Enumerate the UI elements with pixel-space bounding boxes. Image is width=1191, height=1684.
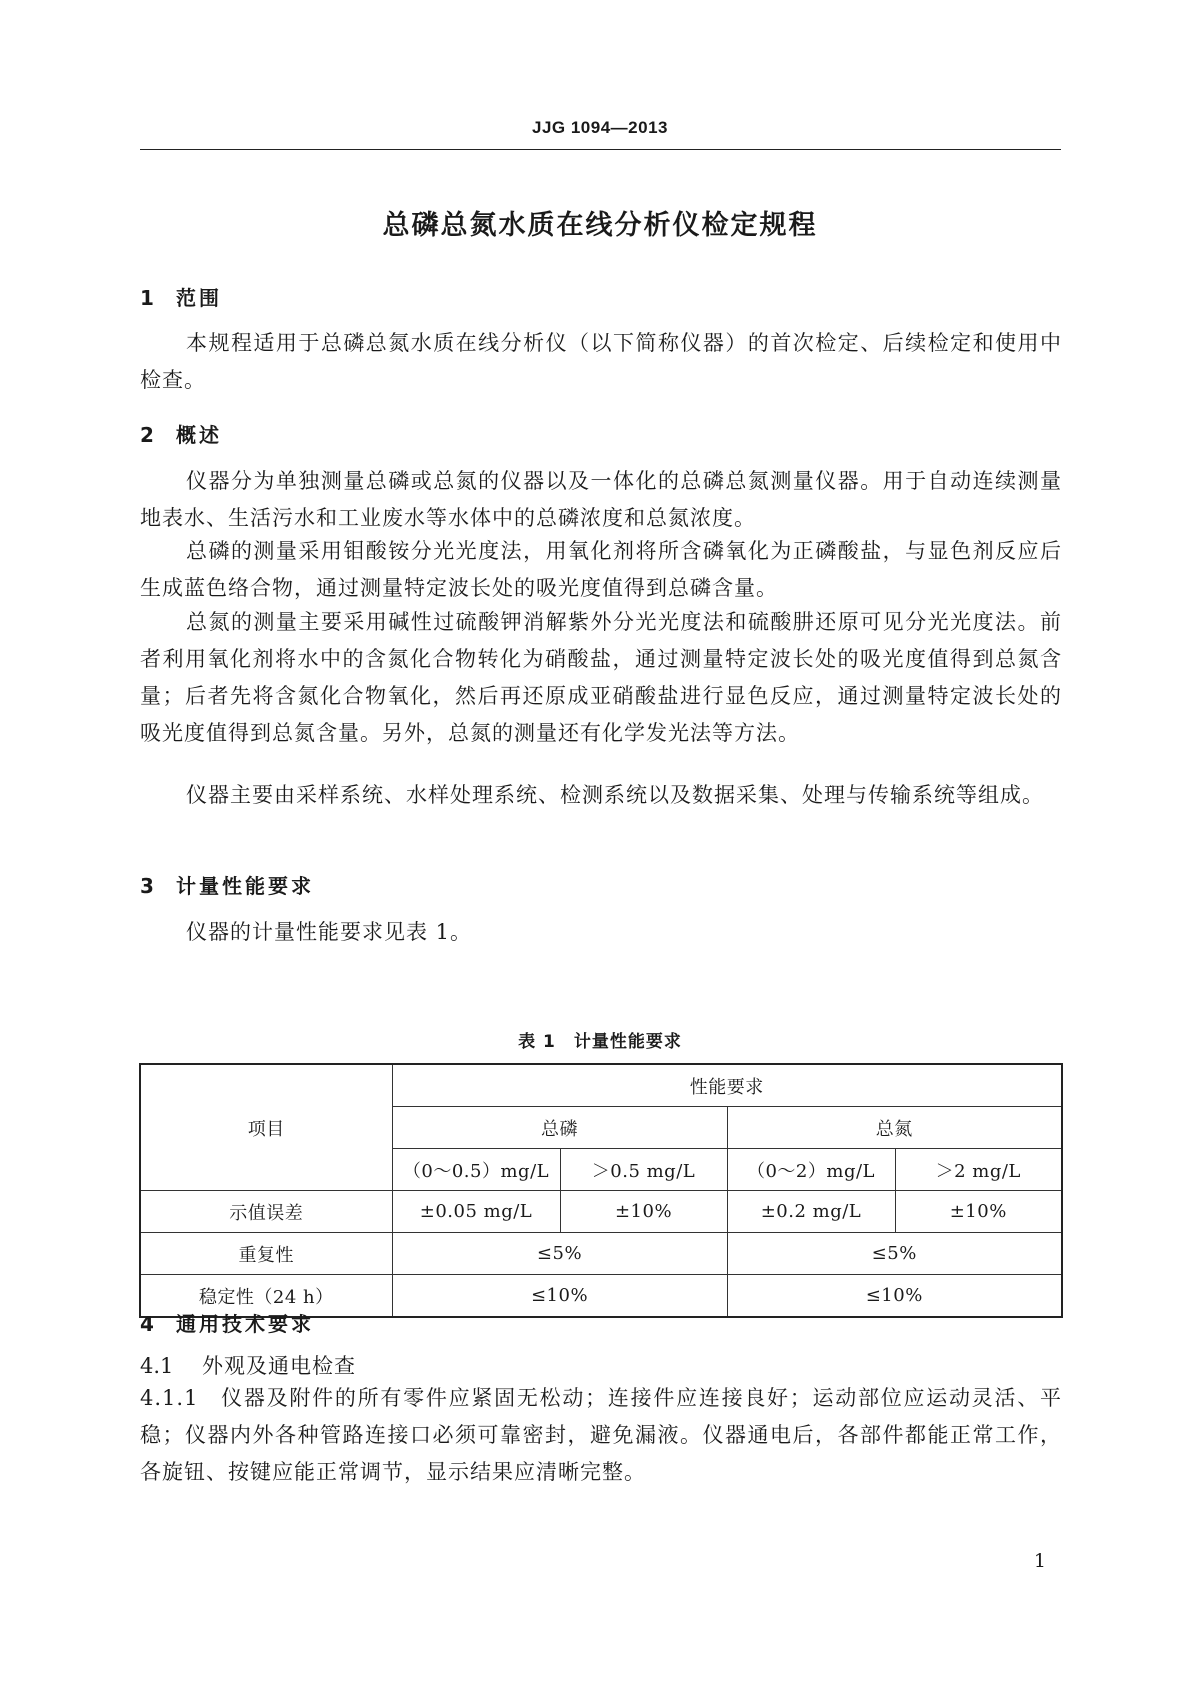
table-header-row xyxy=(140,1064,1062,1107)
clause-number: 4.1.1 xyxy=(140,1386,199,1410)
header-rule xyxy=(140,149,1061,150)
section-number: 3 xyxy=(140,874,157,898)
section-title: 范围 xyxy=(176,286,222,310)
section-2-paragraph-2: 总磷的测量采用钼酸铵分光光度法，用氧化剂将所含磷氧化为正磷酸盐，与显色剂反应后生成蓝色络合物，通过测量特定波长处的吸光度值得到总磷含量。 xyxy=(140,539,1062,600)
table-cell: ≤5% xyxy=(727,1233,1062,1275)
row-label-cell: 重复性 xyxy=(140,1233,392,1275)
total-phosphorus-header: 总磷 xyxy=(392,1107,727,1149)
range-header-cell: （0～0.5）mg/L xyxy=(392,1149,560,1191)
table-cell: ±10% xyxy=(895,1191,1062,1233)
table-cell: ≤5% xyxy=(392,1233,727,1275)
section-title: 通用技术要求 xyxy=(176,1312,314,1336)
range-header-cell: （0～2）mg/L xyxy=(727,1149,895,1191)
clause-text: 仪器及附件的所有零件应紧固无松动；连接件应连接良好；运动部位应运动灵活、平稳；仪器内外各种管路连接口必须可靠密封，避免漏液。仪器通电后，各部件都能正常工作，各旋钮、按键应能正常调节，显示结果应清晰完整。 xyxy=(140,1386,1062,1484)
section-2-paragraph-1: 仪器分为单独测量总磷或总氮的仪器以及一体化的总磷总氮测量仪器。用于自动连续测量地表水、生活污水和工业废水等水体中的总磷浓度和总氮浓度。 xyxy=(140,469,1062,530)
section-number: 1 xyxy=(140,286,157,310)
section-2-paragraph-3: 总氮的测量主要采用碱性过硫酸钾消解紫外分光光度法和硫酸肼还原可见分光光度法。前者利用氧化剂将水中的含氮化合物转化为硝酸盐，通过测量特定波长处的吸光度值得到总氮含量；后者先将含氮化合物氧化，然后再还原成亚硝酸盐进行显色反应，通过测量特定波长处的吸光度值得到总氮含量。另外，总氮的测量还有化学发光法等方法。 xyxy=(140,610,1062,745)
section-number: 2 xyxy=(140,423,157,447)
table-caption: 表 1 计量性能要求 xyxy=(518,1032,682,1052)
table-row xyxy=(140,1233,1062,1275)
table-cell: ±0.2 mg/L xyxy=(727,1191,895,1233)
section-4-heading xyxy=(140,1308,314,1337)
group-header-cell: 性能要求 xyxy=(392,1064,1062,1107)
section-title: 概述 xyxy=(176,423,222,447)
subsection-title: 外观及通电检查 xyxy=(202,1354,356,1378)
item-header-cell: 项目 xyxy=(140,1064,392,1191)
row-label-cell: 稳定性（24 h） xyxy=(140,1275,392,1318)
table-cell: ±0.05 mg/L xyxy=(392,1191,560,1233)
range-header-cell: ＞2 mg/L xyxy=(895,1149,1062,1191)
table-cell: ≤10% xyxy=(727,1275,1062,1318)
total-nitrogen-header: 总氮 xyxy=(727,1107,1062,1149)
page-number: 1 xyxy=(1033,1550,1046,1572)
table-cell: ≤10% xyxy=(392,1275,727,1318)
section-3-paragraph: 仪器的计量性能要求见表 1。 xyxy=(186,920,473,944)
performance-requirements-table xyxy=(139,1063,1063,1318)
section-2-heading xyxy=(140,419,222,448)
section-2-paragraph-4: 仪器主要由采样系统、水样处理系统、检测系统以及数据采集、处理与传输系统等组成。 xyxy=(186,783,1044,807)
section-number: 4 xyxy=(140,1312,157,1336)
table-row xyxy=(140,1191,1062,1233)
section-1-heading xyxy=(140,282,222,311)
section-1-paragraph: 本规程适用于总磷总氮水质在线分析仪（以下简称仪器）的首次检定、后续检定和使用中检查。 xyxy=(140,331,1062,392)
table-cell: ±10% xyxy=(560,1191,727,1233)
running-header: JJG 1094—2013 xyxy=(532,118,668,137)
clause-4-1-1 xyxy=(140,1380,1062,1491)
range-header-cell: ＞0.5 mg/L xyxy=(560,1149,727,1191)
document-title: 总磷总氮水质在线分析仪检定规程 xyxy=(382,210,818,241)
subsection-number: 4.1 xyxy=(140,1354,174,1378)
row-label-cell: 示值误差 xyxy=(140,1191,392,1233)
section-title: 计量性能要求 xyxy=(176,874,314,898)
section-3-heading xyxy=(140,870,314,899)
subsection-4-1-heading xyxy=(140,1350,356,1380)
